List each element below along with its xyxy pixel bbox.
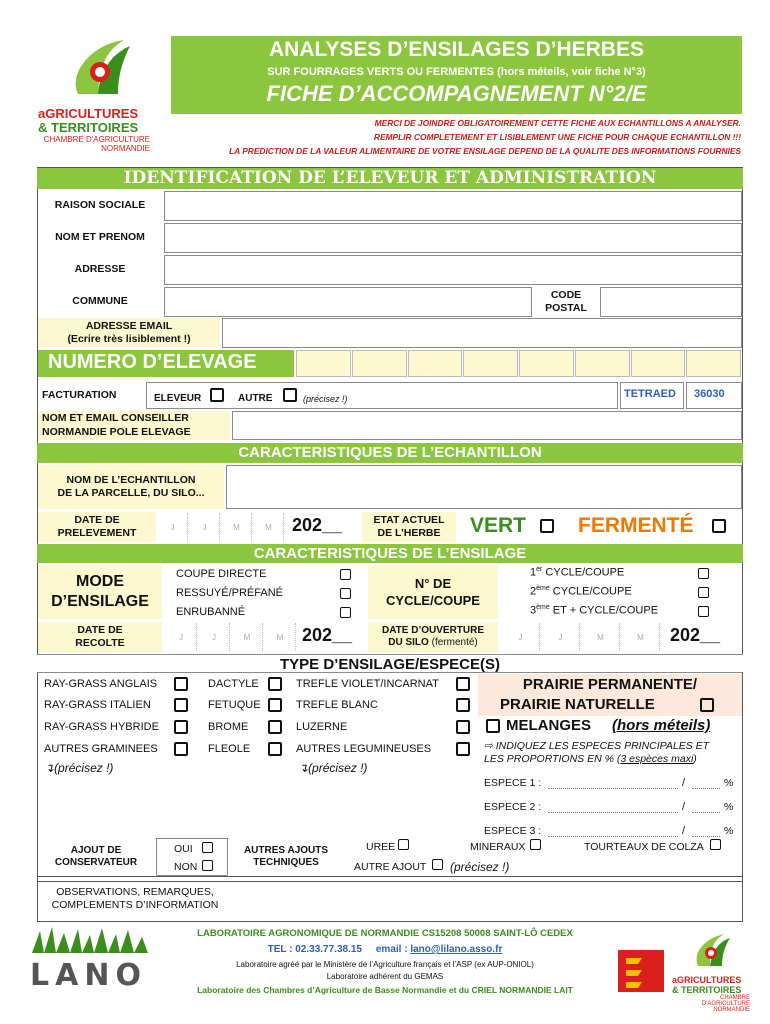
- cycle-sup: ème: [536, 604, 550, 611]
- date-recolte-year[interactable]: 202__: [302, 625, 353, 645]
- graminees-precisez-text: (précisez !): [54, 761, 114, 775]
- recolte-line1: DATE DE: [77, 623, 123, 636]
- tourteaux-label: TOURTEAUX DE COLZA: [584, 841, 704, 853]
- oui-checkbox[interactable]: [202, 842, 213, 853]
- mode-ressuye-checkbox[interactable]: [340, 588, 351, 599]
- conservateur-label-box: [38, 838, 154, 876]
- uree-checkbox[interactable]: [398, 839, 409, 850]
- conservateur-line2: CONSERVATEUR: [54, 857, 138, 868]
- techniques-label-box: [230, 838, 342, 876]
- species-checkbox[interactable]: [268, 720, 282, 734]
- observations-line2: COMPLEMENTS D’INFORMATION: [51, 899, 219, 911]
- numero-elevage-digit[interactable]: [296, 350, 351, 377]
- date-prelevement-year[interactable]: 202__: [292, 515, 343, 535]
- tetraed-code: 36030: [694, 388, 725, 400]
- footer-line4: Laboratoire adhérent du GEMAS: [326, 972, 444, 981]
- species-label: TREFLE BLANC: [296, 699, 378, 711]
- espece-name-field[interactable]: [548, 788, 678, 789]
- species-checkbox[interactable]: [174, 742, 188, 756]
- footer-contact: [155, 944, 615, 955]
- email-field[interactable]: [222, 318, 742, 348]
- numero-elevage-digit[interactable]: [519, 350, 574, 377]
- species-label: AUTRES GRAMINEES: [44, 743, 158, 755]
- date-prelevement-line1: DATE DE: [74, 513, 120, 526]
- nom-echantillon-label-box: [38, 465, 224, 509]
- conservateur-line1: AJOUT DE: [70, 844, 122, 856]
- nom-echantillon-line2: DE LA PARCELLE, DU SILO...: [57, 487, 205, 499]
- indiquez-end: ): [693, 753, 697, 765]
- etat-line1: ETAT ACTUEL: [373, 513, 445, 526]
- techniques-line1: AUTRES AJOUTS: [243, 844, 329, 856]
- cycle-num: 2: [530, 585, 537, 598]
- logo-line2: & TERRITOIRES: [38, 120, 139, 135]
- conseiller-line2: NORMANDIE POLE ELEVAGE: [42, 425, 191, 438]
- indiquez-maxi: 3 espèces maxi: [620, 753, 694, 765]
- cycle-text: CYCLE/COUPE: [542, 566, 625, 579]
- melanges-checkbox[interactable]: [486, 719, 500, 733]
- lions-icon: [618, 950, 664, 992]
- species-checkbox[interactable]: [174, 720, 188, 734]
- cycle-item: [530, 566, 624, 579]
- email-hint: (Ecrire très lisiblement !): [67, 333, 191, 345]
- numero-elevage-digit[interactable]: [686, 350, 741, 377]
- autre-label: AUTRE: [238, 393, 273, 404]
- eleveur-checkbox[interactable]: [210, 388, 224, 402]
- facturation-label: FACTURATION: [42, 389, 117, 402]
- normandie-flag: [618, 950, 664, 992]
- nom-prenom-label: NOM ET PRENOM: [55, 231, 145, 244]
- mode-line1: MODE: [76, 573, 124, 590]
- espece-pct-field[interactable]: [692, 812, 720, 813]
- species-label: AUTRES LEGUMINEUSES: [296, 743, 432, 755]
- autre-checkbox[interactable]: [283, 388, 297, 402]
- footer-line3: Laboratoire agréé par le Ministère de l’Agriculture français et l’ASP (ex AUP-ONIOL): [236, 960, 534, 969]
- logo-footer-line2: & TERRITOIRES: [672, 985, 742, 995]
- cycle-text: ET + CYCLE/COUPE: [549, 604, 659, 617]
- observations-field[interactable]: [37, 876, 743, 922]
- page-subtitle: SUR FOURRAGES VERTS OU FERMENTES (hors méteils, voir fiche N°3): [267, 66, 646, 78]
- lano-logo: [30, 925, 150, 993]
- oui-label: OUI: [174, 843, 193, 855]
- nom-echantillon-line1: NOM DE L’ECHANTILLON: [66, 473, 196, 486]
- numero-elevage-digit[interactable]: [575, 350, 630, 377]
- recolte-line2: RECOLTE: [75, 637, 125, 649]
- indiquez-line2-text: LES PROPORTIONS EN % (: [484, 753, 621, 765]
- cycle-sup: ème: [536, 585, 550, 592]
- espece-label: ESPECE 2 :: [484, 801, 542, 813]
- techniques-line2: TECHNIQUES: [253, 857, 319, 868]
- uree-label: UREE: [366, 841, 396, 853]
- mode-enrubanne: ENRUBANNÉ: [176, 606, 246, 618]
- espece-name-field[interactable]: [548, 812, 678, 813]
- prairie-checkbox[interactable]: [700, 698, 714, 712]
- espece-slash: /: [682, 801, 686, 813]
- ouverture-label-box: [368, 622, 498, 652]
- code-postal-label: CODE POSTAL: [545, 288, 587, 314]
- prairie-line2: PRAIRIE NATURELLE: [500, 696, 655, 713]
- ouverture-line2: DU SILO: [388, 637, 429, 648]
- espece-pct: %: [724, 801, 734, 813]
- conseiller-field[interactable]: [232, 411, 742, 440]
- date-ouverture-digit[interactable]: M: [582, 623, 620, 651]
- mode-ensilage-label-box: [38, 565, 162, 619]
- mode-ressuye: RESSUYÉ/PRÉFANÉ: [176, 587, 283, 599]
- numero-elevage-digit[interactable]: [463, 350, 518, 377]
- species-label: RAY-GRASS ITALIEN: [44, 699, 151, 711]
- espece-label: ESPECE 1 :: [484, 777, 542, 789]
- vert-label: VERT: [470, 514, 527, 537]
- adresse-field[interactable]: [164, 255, 742, 285]
- ouverture-line1: DATE D’OUVERTURE: [381, 624, 485, 636]
- prairie-line1: PRAIRIE PERMANENTE/: [522, 676, 698, 693]
- date-recolte-label-box: [38, 622, 162, 652]
- autre-precisez: (précisez !): [303, 394, 348, 404]
- section-echantillon: CARACTERISTIQUES DE L’ECHANTILLON: [37, 443, 743, 463]
- logo-footer-line1: aGRICULTURES: [672, 975, 742, 985]
- date-recolte-digit[interactable]: J: [199, 623, 230, 651]
- numero-elevage-digit[interactable]: [408, 350, 463, 377]
- date-ouverture-year[interactable]: 202__: [670, 625, 721, 645]
- eleveur-label: ELEVEUR: [154, 393, 202, 404]
- species-label: DACTYLE: [208, 678, 259, 690]
- raison-sociale-label: RAISON SOCIALE: [54, 199, 146, 212]
- espece-pct-field[interactable]: [692, 836, 720, 837]
- page-title: ANALYSES D’ENSILAGES D’HERBES: [269, 38, 644, 61]
- non-checkbox[interactable]: [202, 860, 213, 871]
- email-label-box: [38, 318, 220, 348]
- code-postal-field[interactable]: [600, 287, 742, 317]
- species-label: FETUQUE: [208, 699, 261, 711]
- autre-ajout-precisez: (précisez !): [450, 860, 510, 874]
- autre-ajout-checkbox[interactable]: [432, 859, 443, 870]
- date-recolte-digit[interactable]: J: [166, 623, 197, 651]
- mode-enrubanne-checkbox[interactable]: [340, 607, 351, 618]
- mode-line2: D’ENSILAGE: [51, 593, 149, 610]
- commune-label: COMMUNE: [72, 295, 128, 308]
- ouverture-line2-wrap: [388, 637, 477, 650]
- section-ensilage: CARACTERISTIQUES DE L’ENSILAGE: [37, 544, 743, 563]
- cycle-checkbox[interactable]: [698, 606, 709, 617]
- date-ouverture-digit[interactable]: J: [542, 623, 580, 651]
- espece-slash: /: [682, 777, 686, 789]
- cycle-num: 3: [530, 604, 537, 617]
- cycle-checkbox[interactable]: [698, 587, 709, 598]
- cycle-line2: CYCLE/COUPE: [386, 593, 480, 608]
- commune-field[interactable]: [164, 287, 532, 317]
- nom-prenom-field[interactable]: [164, 223, 742, 253]
- date-recolte-digit[interactable]: M: [265, 623, 296, 651]
- date-prelevement-digit[interactable]: M: [222, 513, 252, 541]
- footer-line5: Laboratoire des Chambres d’Agriculture de Basse Normandie et du CRIEL NORMANDIE LAIT: [197, 985, 573, 995]
- species-label: LUZERNE: [296, 721, 348, 733]
- observations-line1: OBSERVATIONS, REMARQUES,: [56, 885, 214, 898]
- mineraux-checkbox[interactable]: [530, 839, 541, 850]
- footer-tel: TEL : 02.33.77.38.15: [267, 944, 362, 955]
- hors-meteils-label: (hors méteils): [612, 717, 711, 734]
- numero-elevage-digit[interactable]: [352, 350, 407, 377]
- nom-echantillon-field[interactable]: [226, 465, 742, 509]
- date-prelevement-digit[interactable]: M: [254, 513, 284, 541]
- legumineuses-precisez-text: (précisez !): [308, 761, 368, 775]
- indiquez-line1: ⇨ INDIQUEZ LES ESPECES PRINCIPALES ET: [484, 740, 710, 752]
- lano-text: LANO: [30, 958, 147, 993]
- autre-ajout-label: AUTRE AJOUT: [354, 861, 427, 873]
- legumineuses-precisez: ↴(précisez !): [298, 761, 368, 775]
- notice-1: MERCI DE JOINDRE OBLIGATOIREMENT CETTE FICHE AUX ECHANTILLONS A ANALYSER.: [374, 118, 741, 128]
- chambre-agriculture-logo: [38, 32, 158, 162]
- footer-email-link[interactable]: lano@lilano.asso.fr: [410, 944, 503, 955]
- cycle-text: CYCLE/COUPE: [549, 585, 632, 598]
- mode-coupe-directe: COUPE DIRECTE: [176, 568, 267, 580]
- species-checkbox[interactable]: [174, 677, 188, 691]
- tetraed-label: TETRAED: [624, 388, 676, 400]
- espece-name-field[interactable]: [548, 836, 678, 837]
- species-label: TREFLE VIOLET/INCARNAT: [296, 678, 439, 690]
- notice-2: REMPLIR COMPLETEMENT ET LISIBLEMENT UNE FICHE POUR CHAQUE ECHANTILLON !!!: [373, 132, 741, 142]
- mode-coupe-directe-checkbox[interactable]: [340, 569, 351, 580]
- date-ouverture-digit[interactable]: J: [502, 623, 540, 651]
- graminees-precisez: ↴(précisez !): [44, 761, 114, 775]
- cycle-item: [530, 604, 658, 617]
- cycle-num: 1: [530, 566, 537, 579]
- fiche-title: FICHE D’ACCOMPAGNEMENT N°2/E: [266, 81, 647, 106]
- espece-pct: %: [724, 777, 734, 789]
- indiquez-line2: [484, 753, 697, 765]
- espece-label: ESPECE 3 :: [484, 825, 542, 837]
- date-prelevement-line2: PRELEVEMENT: [57, 527, 137, 539]
- species-checkbox[interactable]: [456, 677, 470, 691]
- cycle-sup: er: [536, 566, 543, 573]
- logo-line3: CHAMBRE D'AGRICULTURE: [43, 135, 150, 144]
- adresse-label: ADRESSE: [74, 263, 126, 276]
- chambre-agriculture-logo-footer: [672, 930, 750, 1013]
- vert-checkbox[interactable]: [540, 519, 554, 533]
- logo-icon: [38, 32, 158, 102]
- tourteaux-checkbox[interactable]: [710, 839, 721, 850]
- email-label: ADRESSE EMAIL: [85, 319, 173, 332]
- logo-footer-icon: [672, 930, 750, 970]
- section-type: TYPE D’ENSILAGE/ESPECE(S): [37, 654, 743, 673]
- numero-elevage-digit[interactable]: [631, 350, 686, 377]
- conseiller-label-box: [38, 411, 230, 440]
- cycle-item: [530, 585, 632, 598]
- mineraux-label: MINERAUX: [470, 841, 526, 853]
- logo-line4: NORMANDIE: [101, 144, 150, 153]
- cycle-line1: N° DE: [414, 576, 452, 591]
- espece-pct: %: [724, 825, 734, 837]
- cycle-label-box: [368, 565, 498, 619]
- date-prelevement-label-box: [38, 512, 156, 542]
- species-label: RAY-GRASS HYBRIDE: [44, 721, 159, 733]
- grass-icon: [30, 925, 150, 955]
- species-checkbox[interactable]: [174, 698, 188, 712]
- espece-pct-field[interactable]: [692, 788, 720, 789]
- numero-elevage-label: NUMERO D’ELEVAGE: [48, 351, 257, 373]
- species-checkbox[interactable]: [456, 742, 470, 756]
- notice-3: LA PREDICTION DE LA VALEUR ALIMENTAIRE DE VOTRE ENSILAGE DEPEND DE LA QUALITE DES INFORMATIONS FOURNIES: [229, 146, 741, 156]
- species-checkbox[interactable]: [268, 677, 282, 691]
- espece-slash: /: [682, 825, 686, 837]
- non-label: NON: [174, 861, 198, 873]
- species-label: BROME: [208, 721, 249, 733]
- cycle-checkbox[interactable]: [698, 568, 709, 579]
- indiquez-line1-text: INDIQUEZ LES ESPECES PRINCIPALES ET: [495, 740, 710, 752]
- species-checkbox[interactable]: [268, 698, 282, 712]
- species-checkbox[interactable]: [456, 720, 470, 734]
- section-identification: IDENTIFICATION DE L’ELEVEUR ET ADMINISTRATION: [37, 168, 743, 189]
- etat-label-box: [362, 512, 456, 542]
- date-prelevement-digit[interactable]: J: [190, 513, 220, 541]
- date-recolte-digit[interactable]: M: [232, 623, 263, 651]
- footer-email-label: email :: [375, 944, 408, 955]
- species-label: RAY-GRASS ANGLAIS: [44, 678, 158, 690]
- melanges-label: MELANGES: [506, 717, 592, 734]
- etat-line2: DE L’HERBE: [377, 527, 441, 539]
- species-label: FLEOLE: [208, 743, 251, 755]
- logo-line1: aGRICULTURES: [38, 106, 139, 121]
- date-ouverture-digit[interactable]: M: [622, 623, 660, 651]
- logo-footer-line4: NORMANDIE: [713, 1007, 750, 1013]
- conseiller-line1: NOM ET EMAIL CONSEILLER: [42, 412, 189, 425]
- date-prelevement-digit[interactable]: J: [158, 513, 188, 541]
- footer-line1: LABORATOIRE AGRONOMIQUE DE NORMANDIE CS15208 50008 SAINT-LÔ CEDEX: [197, 928, 573, 939]
- raison-sociale-field[interactable]: [164, 191, 742, 221]
- fermente-label: FERMENTÉ: [578, 514, 694, 537]
- species-checkbox[interactable]: [268, 742, 282, 756]
- fermente-checkbox[interactable]: [712, 519, 726, 533]
- species-checkbox[interactable]: [456, 698, 470, 712]
- logo-footer-line3: CHAMBRE D'AGRICULTURE: [701, 995, 750, 1007]
- ouverture-hint: (fermenté): [431, 637, 478, 648]
